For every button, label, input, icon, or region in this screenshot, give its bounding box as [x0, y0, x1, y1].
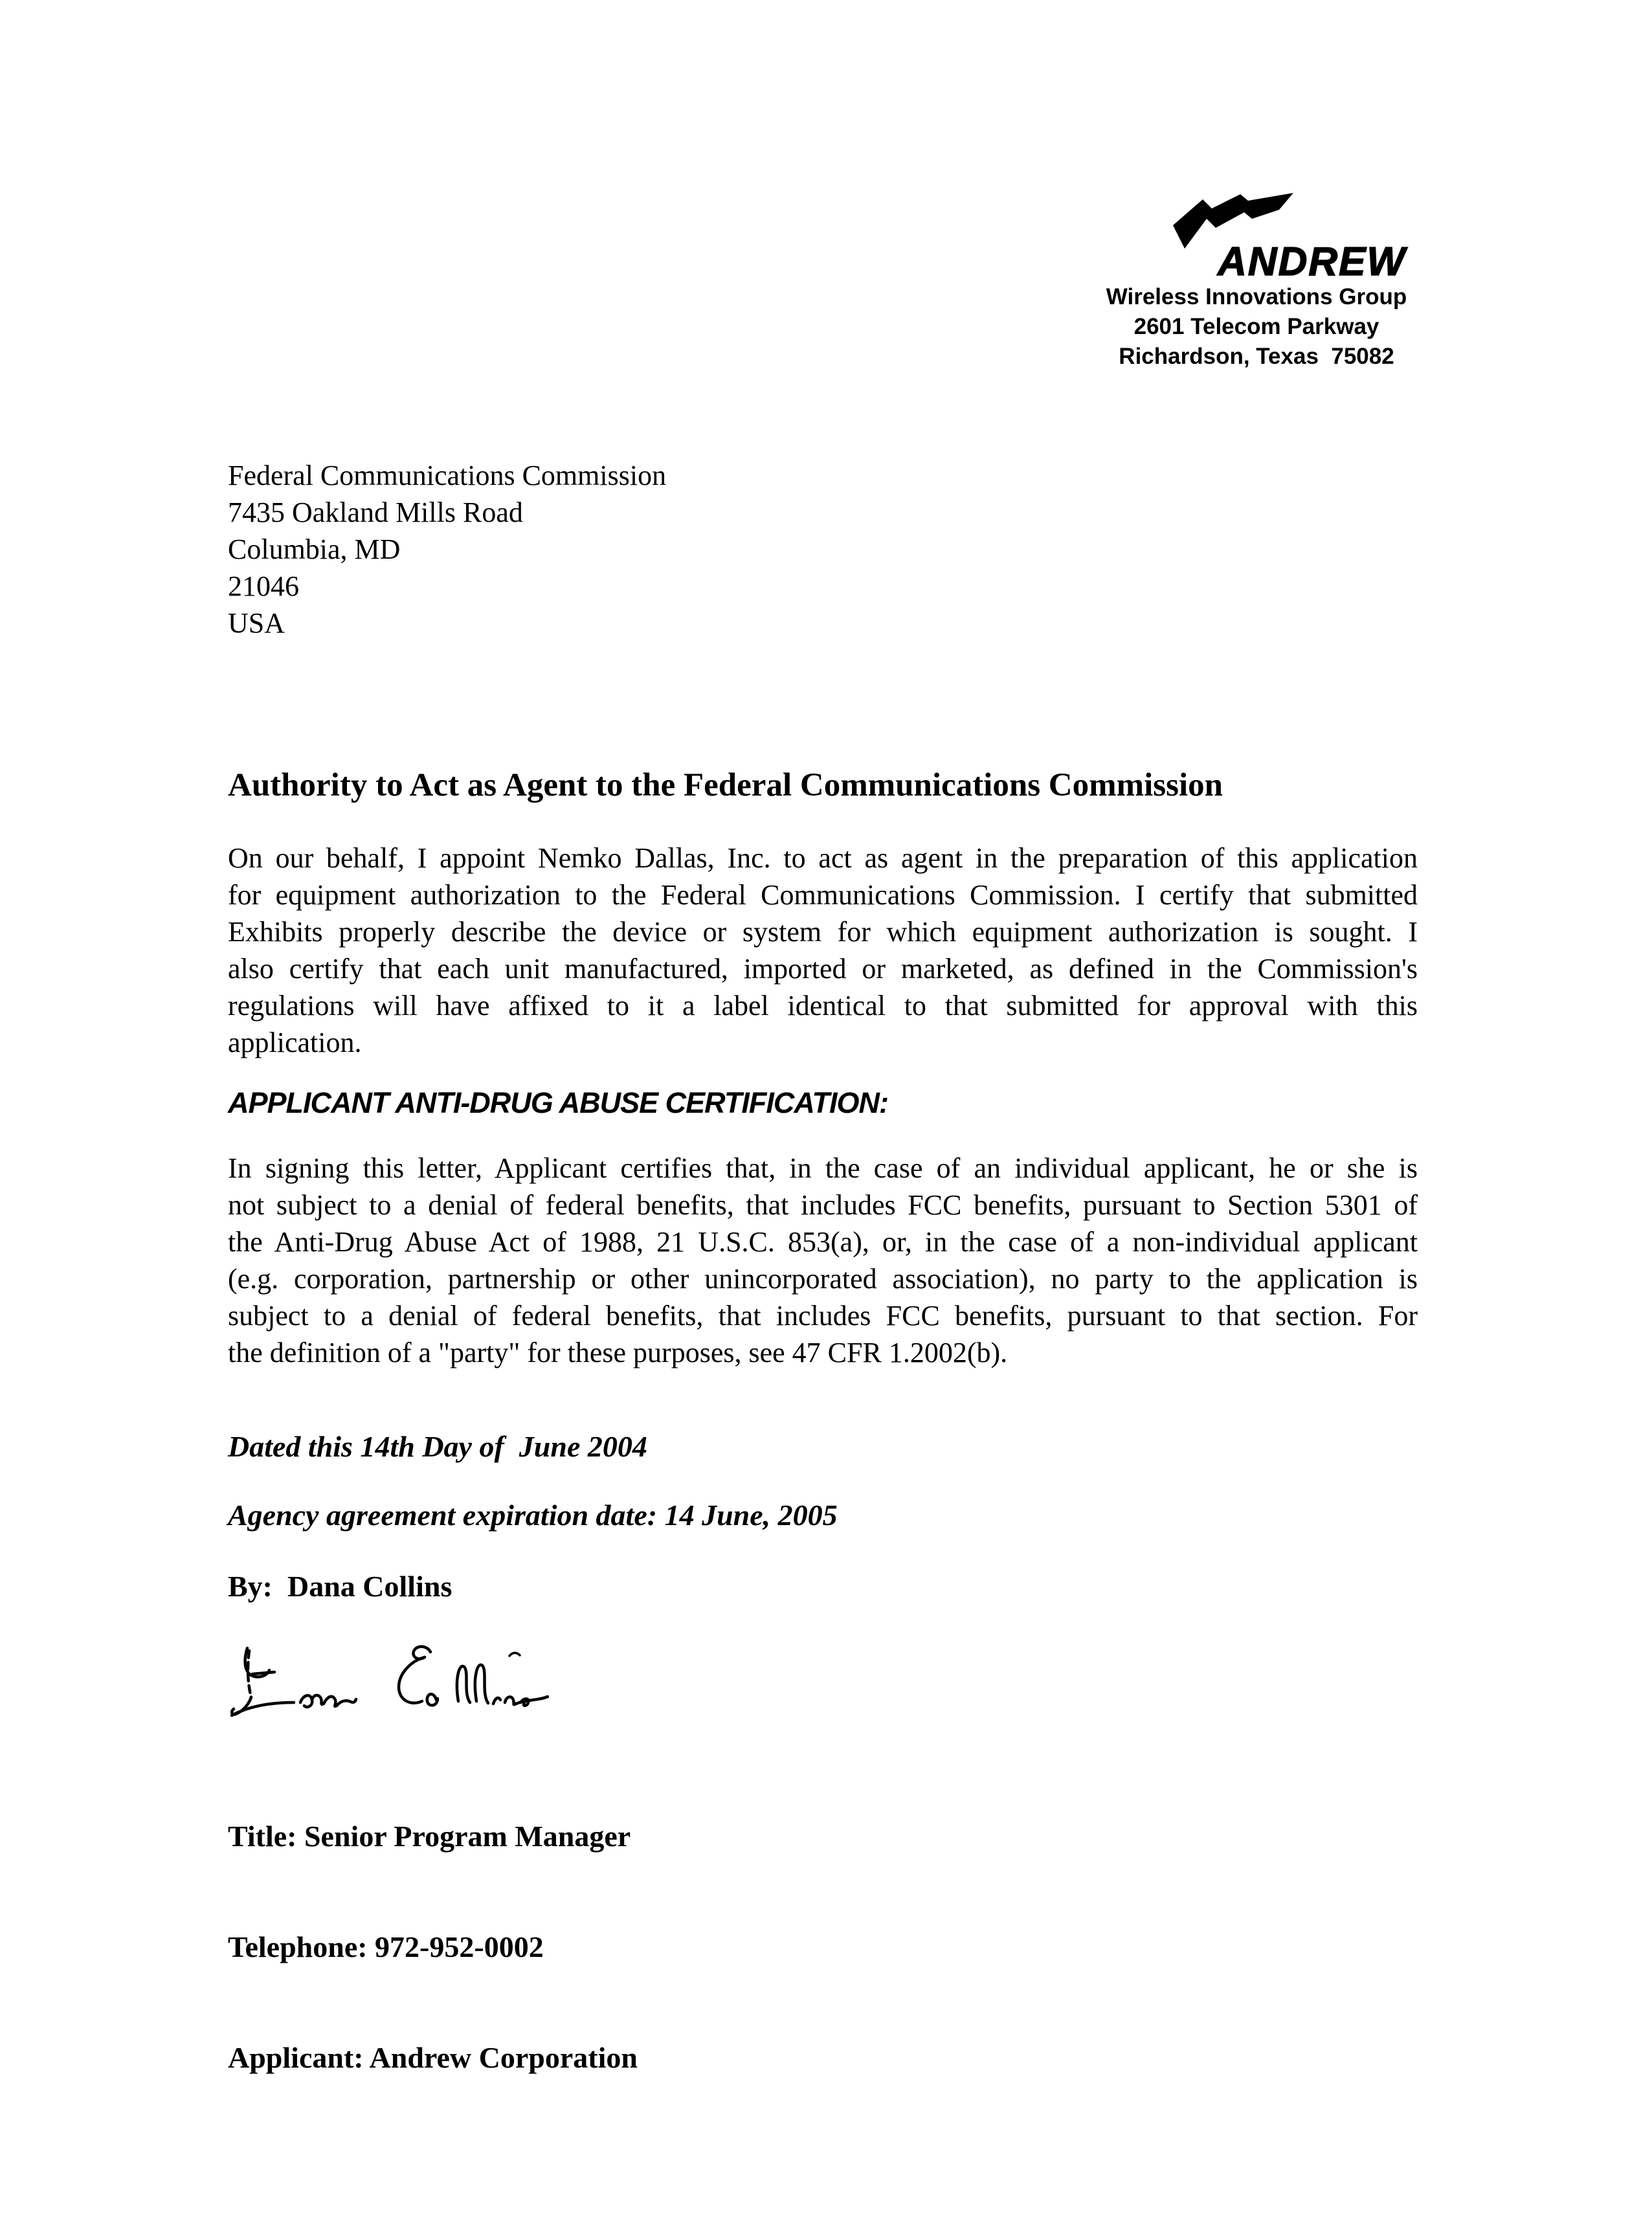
- letter-title: Authority to Act as Agent to the Federal Communications Commission: [228, 767, 1223, 803]
- recipient-line: Federal Communications Commission: [228, 460, 667, 491]
- dated-line: Dated this 14th Day of June 2004: [228, 1430, 647, 1463]
- letterhead-city-line: Richardson, Texas 75082: [1119, 344, 1394, 369]
- recipient-line: 7435 Oakland Mills Road: [228, 497, 523, 528]
- signature: [228, 1643, 552, 1734]
- applicant-line: Applicant: Andrew Corporation: [228, 2041, 638, 2074]
- paragraph-line: for equipment authorization to the Federal Communications Commission. I certify that submitted: [228, 879, 1418, 911]
- anti-drug-paragraph: [228, 1150, 1418, 1371]
- anti-drug-certification-heading: APPLICANT ANTI-DRUG ABUSE CERTIFICATION:: [228, 1086, 888, 1119]
- paragraph-line: subject to a denial of federal benefits, that includes FCC benefits, pursuant to that section. For: [228, 1300, 1418, 1332]
- letterhead-group-line: Wireless Innovations Group: [1106, 284, 1407, 309]
- paragraph-line: Exhibits properly describe the device or system for which equipment authorization is sought. I: [228, 916, 1418, 948]
- letterhead-street-line: 2601 Telecom Parkway: [1133, 314, 1379, 339]
- brand-wordmark: ANDREW: [1218, 240, 1406, 284]
- agency-expiration-line: Agency agreement expiration date: 14 June, 2005: [228, 1499, 838, 1532]
- recipient-line: Columbia, MD: [228, 533, 401, 565]
- letterhead: [1100, 193, 1412, 372]
- paragraph-line: the Anti-Drug Abuse Act of 1988, 21 U.S.C. 853(a), or, in the case of a non-individual applicant: [228, 1226, 1418, 1258]
- paragraph-line: In signing this letter, Applicant certifies that, in the case of an individual applicant, he or she is: [228, 1152, 1418, 1184]
- recipient-line: USA: [228, 607, 285, 639]
- paragraph-line: (e.g. corporation, partnership or other unincorporated association), no party to the application is: [228, 1263, 1418, 1295]
- paragraph-line: the definition of a "party" for these purposes, see 47 CFR 1.2002(b).: [228, 1337, 1008, 1368]
- recipient-address: [228, 457, 666, 642]
- paragraph-line: also certify that each unit manufactured, imported or marketed, as defined in the Commission's: [228, 953, 1418, 985]
- signature-image: [228, 1643, 552, 1734]
- authority-paragraph: [228, 840, 1418, 1061]
- paragraph-line: On our behalf, I appoint Nemko Dallas, Inc. to act as agent in the preparation of this application: [228, 842, 1418, 874]
- paragraph-line: regulations will have affixed to it a label identical to that submitted for approval with this: [228, 990, 1418, 1021]
- recipient-line: 21046: [228, 570, 299, 602]
- telephone-line: Telephone: 972-952-0002: [228, 1930, 544, 1963]
- by-line: By: Dana Collins: [228, 1570, 452, 1603]
- title-line: Title: Senior Program Manager: [228, 1820, 631, 1853]
- signer-title-block: [228, 1744, 638, 2150]
- paragraph-line: application.: [228, 1027, 362, 1058]
- paragraph-line: not subject to a denial of federal benefits, that includes FCC benefits, pursuant to Section 5301 of: [228, 1189, 1418, 1221]
